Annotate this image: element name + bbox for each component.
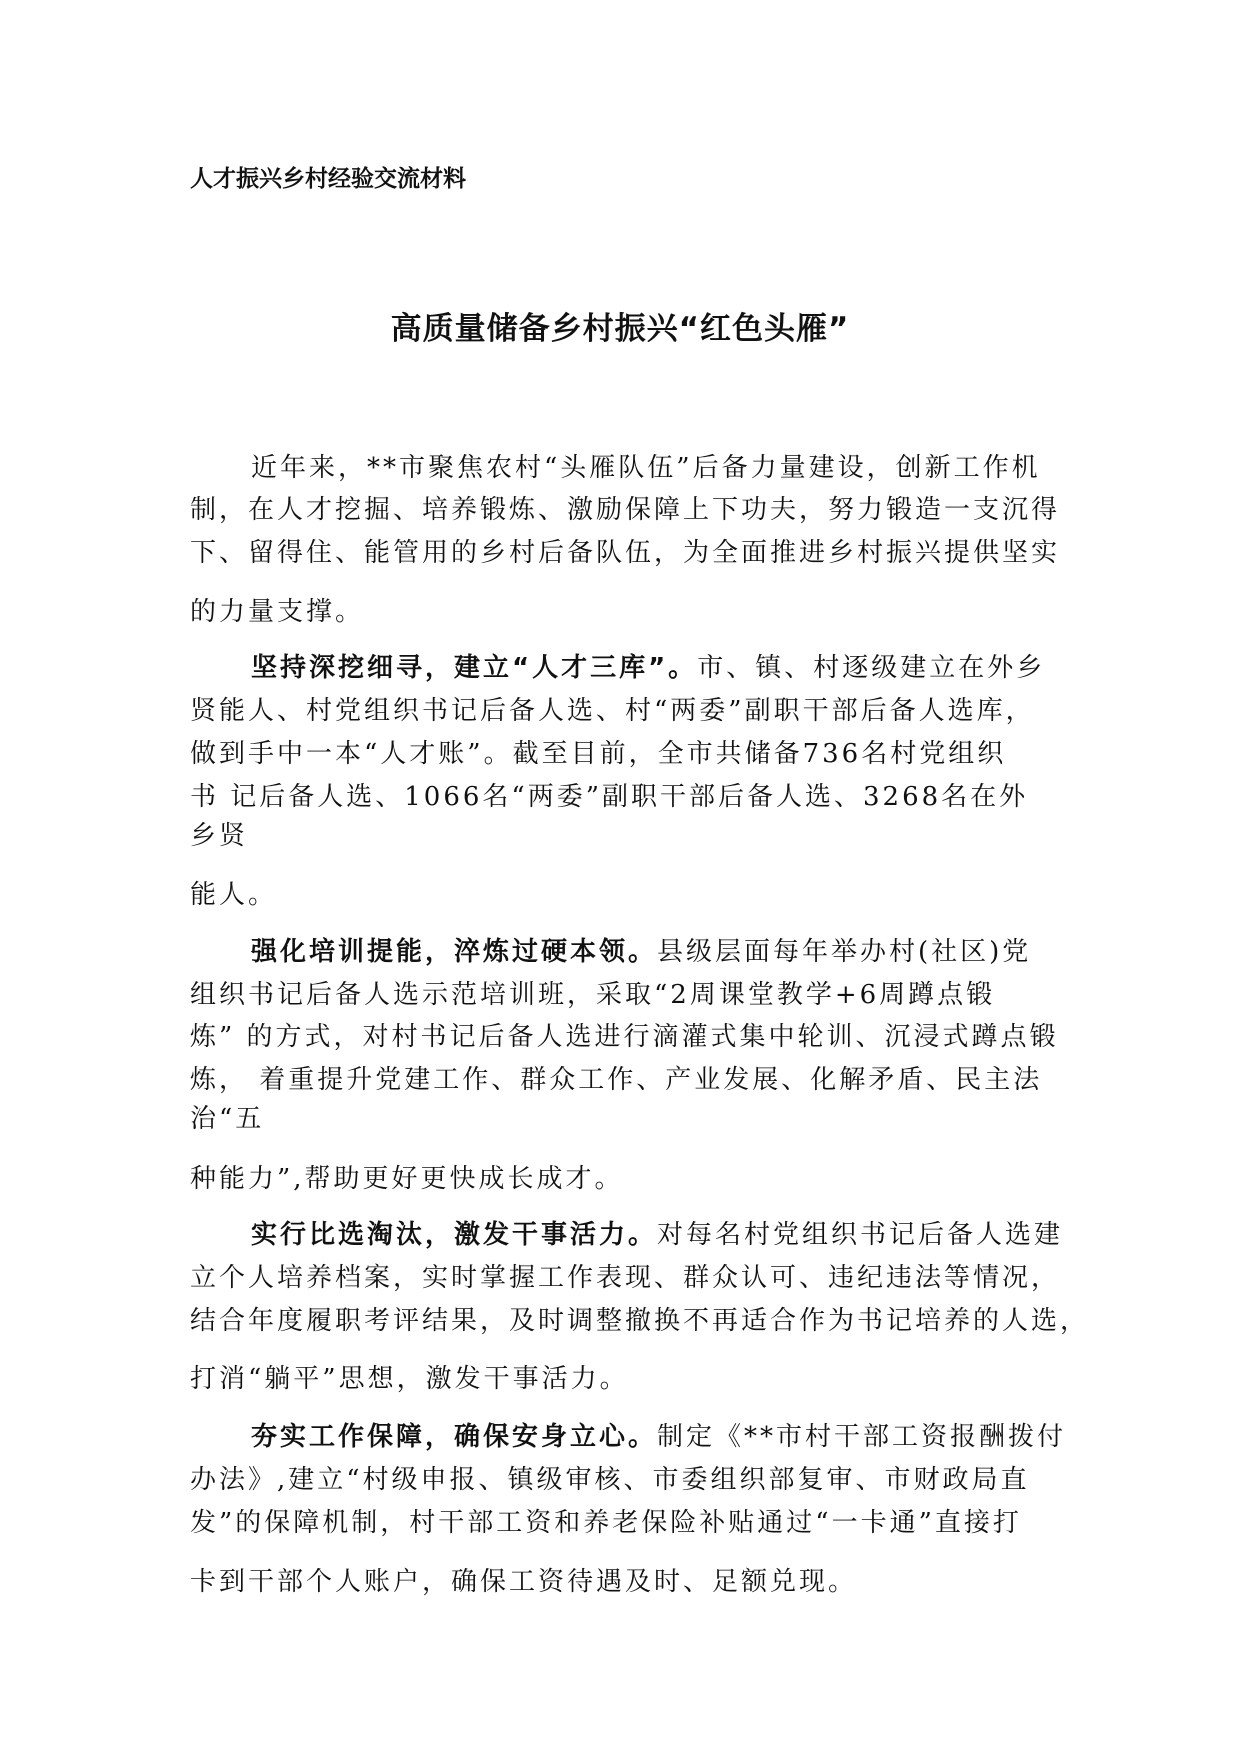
paragraph-line: 炼， 着重提升党建工作、群众工作、产业发展、化解矛盾、民主法 (190, 1065, 1043, 1095)
paragraph-first-line (251, 1422, 1066, 1452)
paragraph-line: 的力量支撑。 (190, 597, 365, 627)
paragraph-line: 能人。 (190, 880, 278, 910)
document-title: 高质量储备乡村振兴“红色头雁” (390, 311, 850, 347)
paragraph-line-text: 市、镇、村逐级建立在外乡 (697, 653, 1046, 683)
paragraph-line: 乡贤 (190, 821, 249, 851)
paragraph-lead-heading: 强化培训提能，淬炼过硬本领。 (251, 937, 658, 967)
paragraph-line: 结合年度履职考评结果，及时调整撤换不再适合作为书记培养的人选， (190, 1306, 1090, 1336)
paragraph-line: 下、留得住、能管用的乡村后备队伍，为全面推进乡村振兴提供坚实 (190, 538, 1061, 568)
paragraph-line-text: 对每名村党组织书记后备人选建 (657, 1220, 1064, 1250)
document-category-label: 人才振兴乡村经验交流材料 (190, 166, 466, 192)
paragraph-first-line (251, 1220, 1063, 1250)
paragraph-line: 办法》,建立“村级申报、镇级审核、市委组织部复审、市财政局直 (190, 1465, 1030, 1495)
paragraph-line: 贤能人、村党组织书记后备人选、村“两委”副职干部后备人选库， (190, 696, 1035, 726)
paragraph-first-line (251, 937, 1031, 967)
paragraph-line: 卡到干部个人账户，确保工资待遇及时、足额兑现。 (190, 1567, 858, 1597)
paragraph-line: 近年来，**市聚焦农村“头雁队伍”后备力量建设，创新工作机 (251, 453, 1041, 483)
paragraph-line: 种能力”,帮助更好更快成长成才。 (190, 1164, 624, 1194)
paragraph-line: 做到手中一本“人才账”。截至目前，全市共储备736名村党组织 (190, 739, 1007, 769)
paragraph-line-text: 制定《**市村干部工资报酬拨付 (657, 1422, 1067, 1452)
paragraph-line: 立个人培养档案，实时掌握工作表现、群众认可、违纪违法等情况， (190, 1263, 1061, 1293)
paragraph-line: 书 记后备人选、1066名“两委”副职干部后备人选、3268名在外 (190, 782, 1029, 812)
paragraph-line: 炼” 的方式，对村书记后备人选进行滴灌式集中轮训、沉浸式蹲点锻 (190, 1022, 1059, 1052)
paragraph-lead-heading: 夯实工作保障，确保安身立心。 (251, 1422, 658, 1452)
paragraph-line: 组织书记后备人选示范培训班，采取“2周课堂教学+6周蹲点锻 (190, 980, 996, 1010)
paragraph-first-line (251, 653, 1045, 683)
paragraph-lead-heading: 实行比选淘汰，激发干事活力。 (251, 1220, 658, 1250)
paragraph-line-text: 县级层面每年举办村(社区)党 (657, 937, 1032, 967)
paragraph-line: 治“五 (190, 1104, 265, 1134)
paragraph-lead-heading: 坚持深挖细寻，建立“人才三库”。 (251, 653, 698, 683)
paragraph-line: 发”的保障机制，村干部工资和养老保险补贴通过“一卡通”直接打 (190, 1508, 1022, 1538)
paragraph-line: 制，在人才挖掘、培养锻炼、激励保障上下功夫，努力锻造一支沉得 (190, 495, 1061, 525)
paragraph-line: 打消“躺平”思想，激发干事活力。 (190, 1364, 629, 1394)
